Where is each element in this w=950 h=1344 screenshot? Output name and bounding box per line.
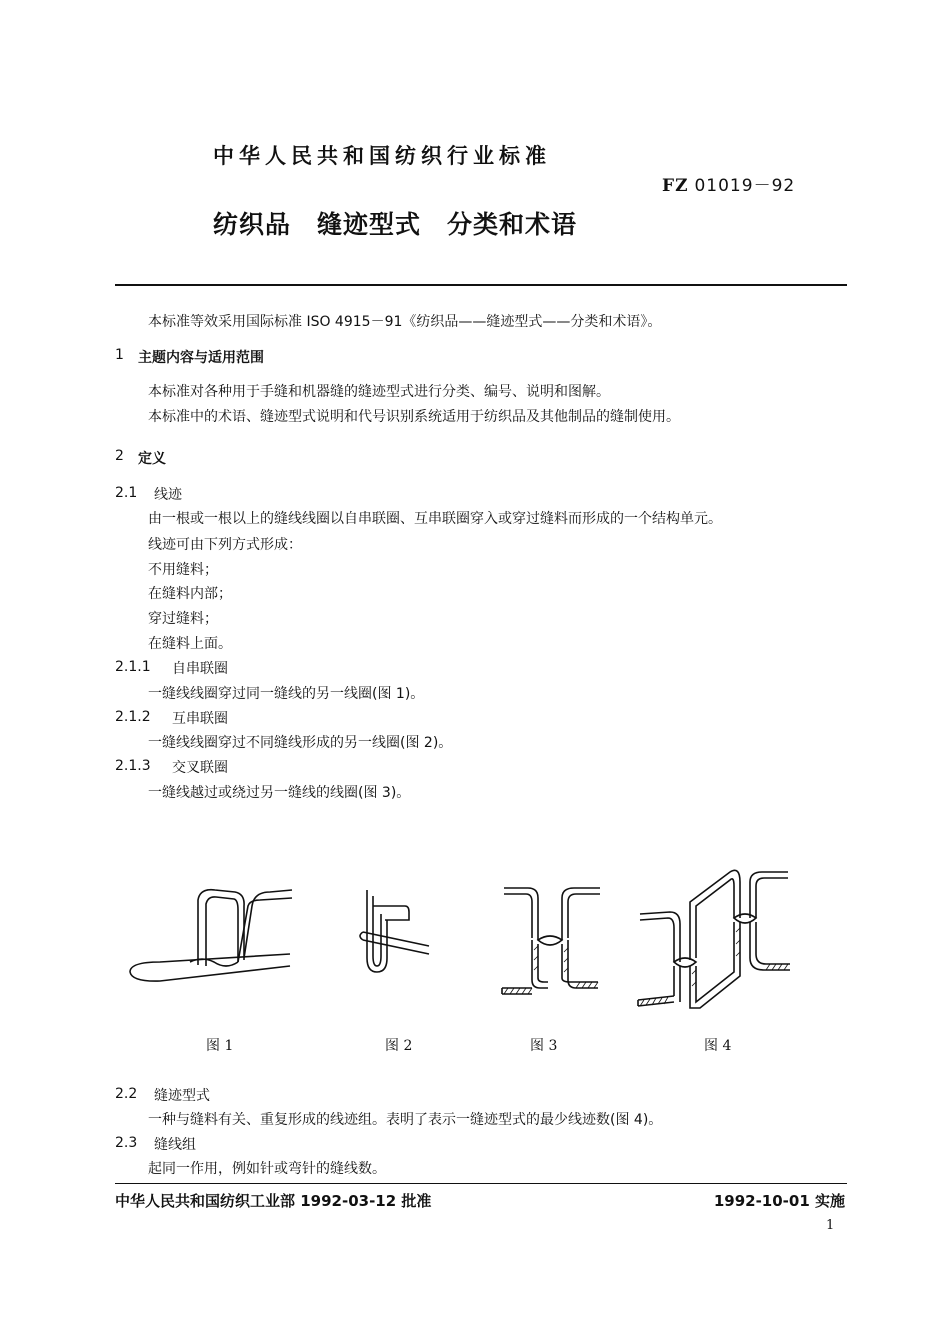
section-2-1-1-text: 一缝线线圈穿过同一缝线的另一线圈(图 1)。 [148, 686, 425, 702]
org-title: 中华人民共和国纺织行业标准 [213, 144, 551, 168]
section-2-3-text: 起同一作用，例如针或弯针的缝线数。 [148, 1161, 386, 1177]
section-2-1-line-2: 线迹可由下列方式形成： [148, 537, 302, 553]
section-2-1-line-1: 由一根或一根以上的缝线线圈以自串联圈、互串联圈穿入或穿过缝料而形成的一个结构单元。 [148, 511, 722, 527]
figure-3-drawing [498, 880, 608, 1000]
section-2-1-1-title: 自串联圈 [172, 661, 228, 677]
section-2-1-2-number: 2.1.2 [115, 709, 151, 725]
figure-1-drawing [120, 870, 310, 1000]
standard-code [662, 171, 795, 196]
section-1-number: 1 [115, 347, 124, 363]
section-2-2-title: 缝迹型式 [154, 1088, 210, 1104]
code-number: 01019－92 [694, 176, 796, 196]
footer-rule [115, 1183, 847, 1184]
section-2-1-title: 线迹 [154, 487, 182, 503]
section-2-1-3-text: 一缝线越过或绕过另一缝线的线圈(图 3)。 [148, 785, 411, 801]
section-2-1-number: 2.1 [115, 485, 138, 501]
section-2-3-number: 2.3 [115, 1135, 138, 1151]
intro-text: 本标准等效采用国际标准 ISO 4915－91《纺织品——缝迹型式——分类和术语》。 [148, 314, 662, 330]
section-2-1-line-3: 不用缝料； [148, 562, 218, 578]
section-2-1-line-6: 在缝料上面。 [148, 636, 232, 652]
approval-line: 中华人民共和国纺织工业部 1992-03-12 批准 [115, 1192, 432, 1210]
section-2-1-line-5: 穿过缝料； [148, 611, 218, 627]
figure-4-caption: 图 4 [704, 1038, 732, 1054]
section-2-1-2-text: 一缝线线圈穿过不同缝线形成的另一线圈(图 2)。 [148, 735, 453, 751]
section-2-1-2-title: 互串联圈 [172, 711, 228, 727]
figure-3-caption: 图 3 [530, 1038, 558, 1054]
figure-4-drawing [630, 862, 805, 1012]
figure-2-drawing [355, 880, 435, 980]
section-2-1-line-4: 在缝料内部； [148, 586, 232, 602]
section-2-1-1-number: 2.1.1 [115, 659, 151, 675]
section-2-1-3-title: 交叉联圈 [172, 760, 228, 776]
page-number: 1 [826, 1218, 835, 1233]
section-2-title: 定义 [138, 451, 166, 467]
document-title: 纺织品 缝迹型式 分类和术语 [213, 210, 578, 239]
header-rule [115, 284, 847, 286]
section-2-3-title: 缝线组 [154, 1137, 196, 1153]
section-2-2-number: 2.2 [115, 1086, 138, 1102]
code-prefix: FZ [662, 176, 689, 196]
figure-2-caption: 图 2 [385, 1038, 413, 1054]
section-1-title: 主题内容与适用范围 [138, 350, 264, 366]
section-1-line-1: 本标准对各种用于手缝和机器缝的缝迹型式进行分类、编号、说明和图解。 [148, 384, 610, 400]
section-1-line-2: 本标准中的术语、缝迹型式说明和代号识别系统适用于纺织品及其他制品的缝制使用。 [148, 409, 680, 425]
section-2-1-3-number: 2.1.3 [115, 758, 151, 774]
implementation-line: 1992-10-01 实施 [713, 1192, 845, 1210]
figure-1-caption: 图 1 [206, 1038, 234, 1054]
section-2-number: 2 [115, 448, 124, 464]
section-2-2-text: 一种与缝料有关、重复形成的线迹组。表明了表示一缝迹型式的最少线迹数(图 4)。 [148, 1112, 663, 1128]
